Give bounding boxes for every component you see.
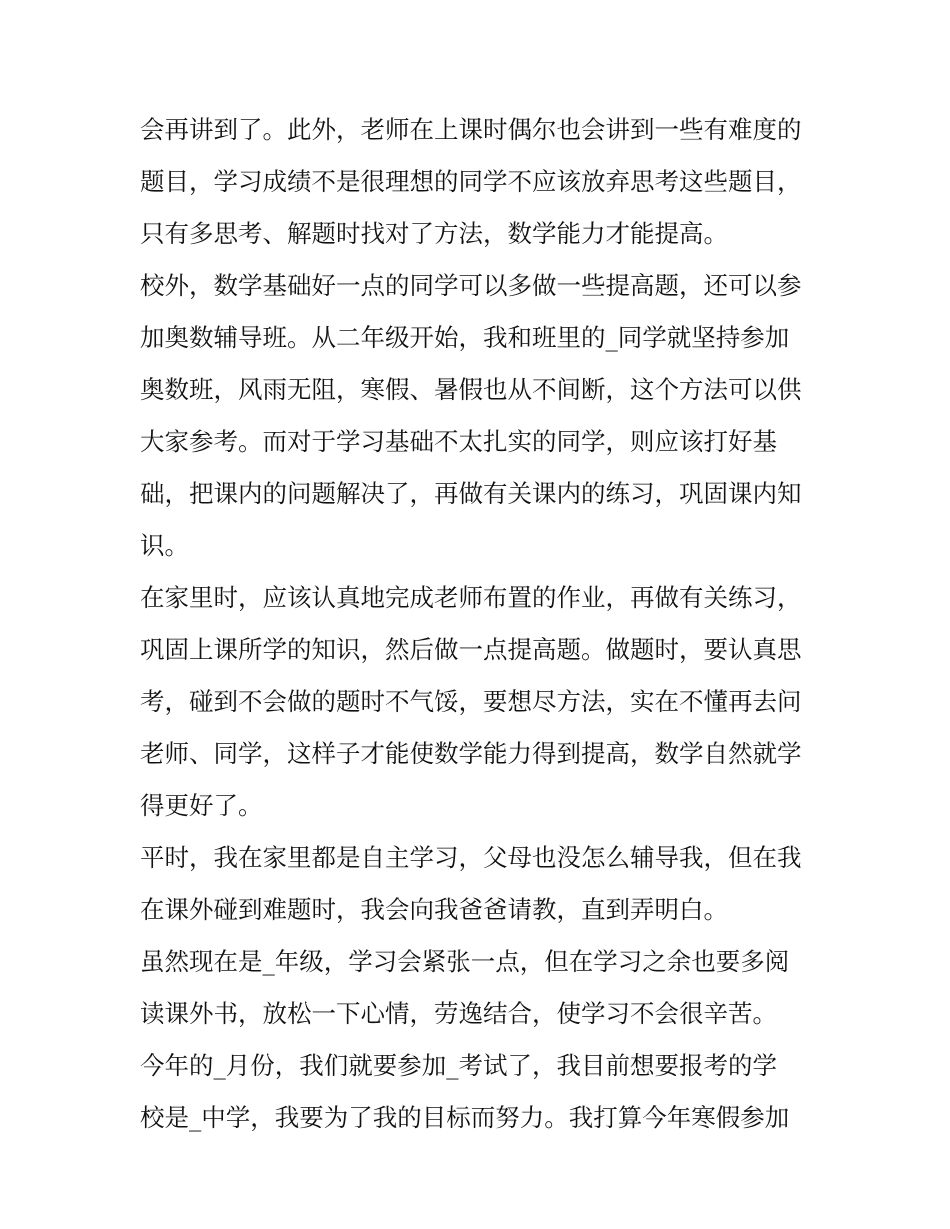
- text-line: 得更好了。: [140, 791, 263, 820]
- text-line: 会再讲到了。此外，老师在上课时偶尔也会讲到一些有难度的: [140, 115, 802, 144]
- text-line: 巩固上课所学的知识，然后做一点提高题。做题时，要认真思: [140, 635, 802, 664]
- text-line: 考，碰到不会做的题时不气馁，要想尽方法，实在不懂再去问: [140, 687, 802, 716]
- text-line: 老师、同学，这样子才能使数学能力得到提高，数学自然就学: [140, 739, 802, 768]
- text-line: 础，把课内的问题解决了，再做有关课内的练习，巩固课内知: [140, 479, 802, 508]
- text-line: 校外，数学基础好一点的同学可以多做一些提高题，还可以参: [140, 271, 802, 300]
- text-line: 读课外书，放松一下心情，劳逸结合，使学习不会很辛苦。: [140, 999, 777, 1028]
- body-text: [140, 104, 820, 1144]
- text-line: 今年的_月份，我们就要参加_考试了，我目前想要报考的学: [140, 1051, 777, 1080]
- text-line: 在家里时，应该认真地完成老师布置的作业，再做有关练习，: [140, 583, 802, 612]
- text-line: 奥数班，风雨无阻，寒假、暑假也从不间断，这个方法可以供: [140, 375, 802, 404]
- text-line: 只有多思考、解题时找对了方法，数学能力才能提高。: [140, 219, 728, 248]
- text-line: 平时，我在家里都是自主学习，父母也没怎么辅导我，但在我: [140, 843, 802, 872]
- text-line: 题目，学习成绩不是很理想的同学不应该放弃思考这些题目，: [140, 167, 802, 196]
- text-line: 识。: [140, 531, 189, 560]
- text-line: 校是_中学，我要为了我的目标而努力。我打算今年寒假参加: [140, 1103, 790, 1132]
- text-line: 加奥数辅导班。从二年级开始，我和班里的_同学就坚持参加: [140, 323, 790, 352]
- text-line: 在课外碰到难题时，我会向我爸爸请教，直到弄明白。: [140, 895, 728, 924]
- text-line: 虽然现在是_年级，学习会紧张一点，但在学习之余也要多阅: [140, 947, 790, 976]
- text-line: 大家参考。而对于学习基础不太扎实的同学，则应该打好基: [140, 427, 777, 456]
